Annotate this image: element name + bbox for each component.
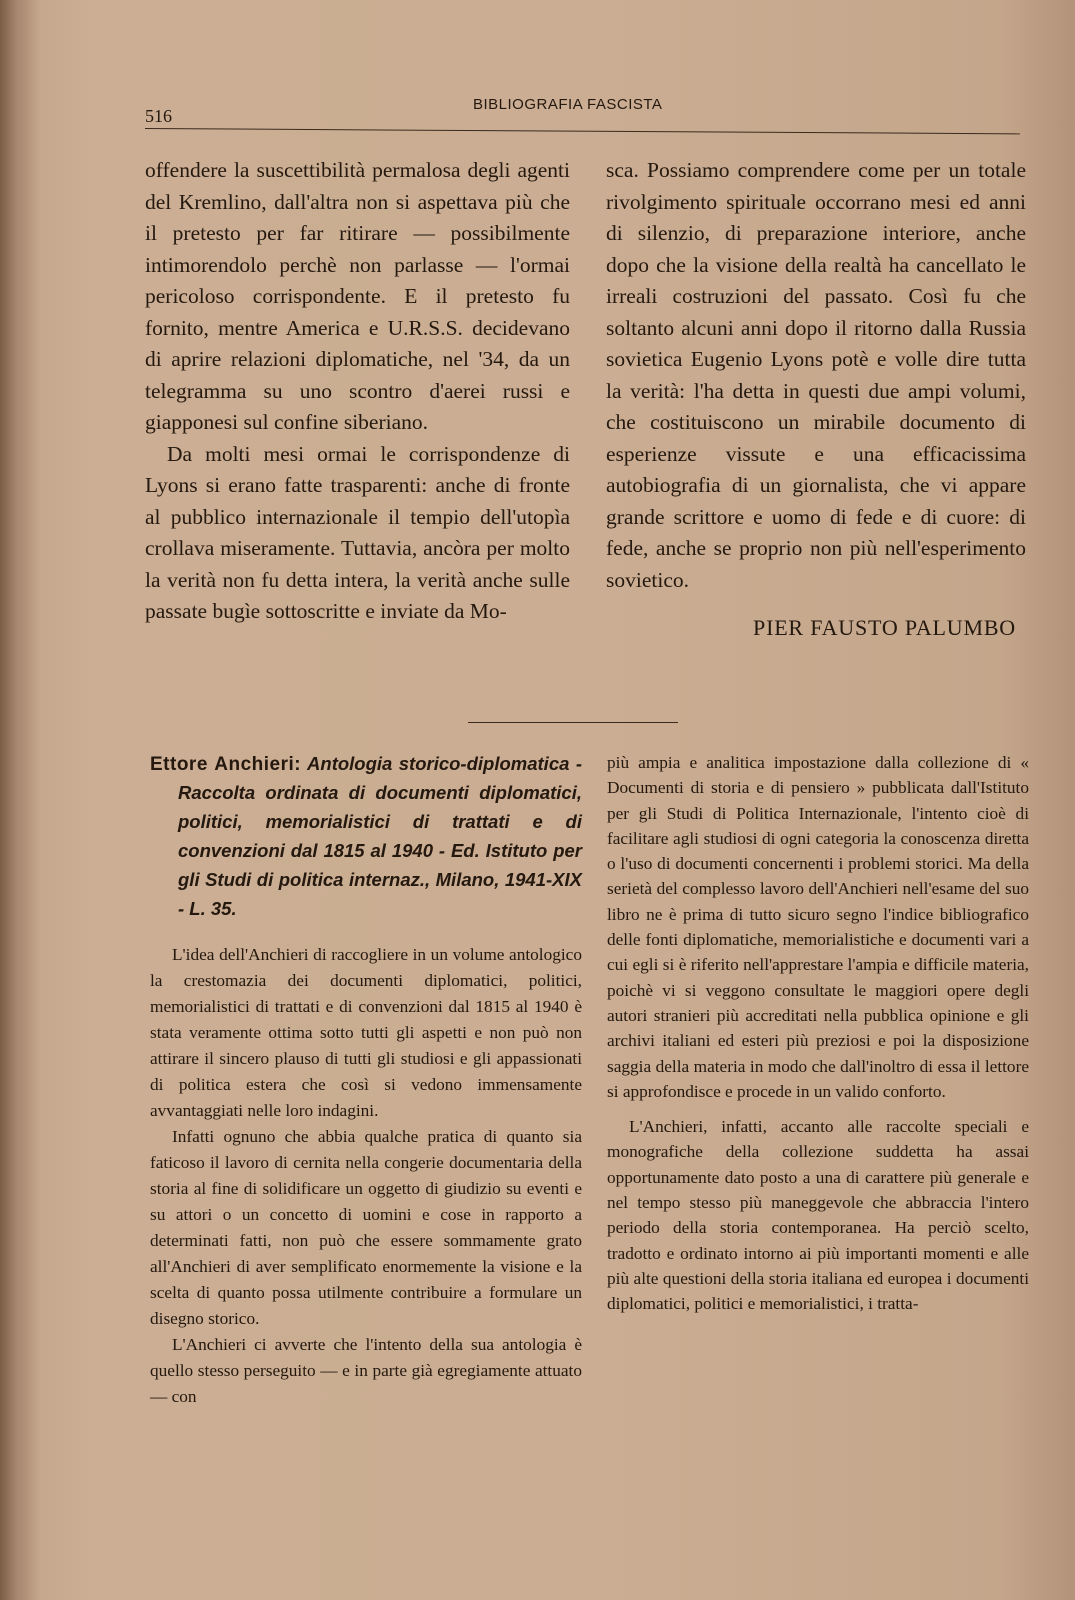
page-header bbox=[145, 92, 1025, 132]
article-right-column bbox=[606, 155, 1026, 644]
running-title: BIBLIOGRAFIA FASCISTA bbox=[473, 96, 663, 113]
article-paragraph: sca. Possiamo comprendere come per un totale rivolgimento spirituale occorrano mesi ed anni di silenzio, di preparazione interiore, anche dopo che la visione della realtà ha cancellato le irreali costruzioni del passato. Così fu che soltanto alcuni anni dopo il ritorno dalla Russia sovietica Eugenio Lyons potè e volle dire tutta la verità: l'ha detta in questi due ampi volumi, che costituiscono un mirabile documento di esperienze vissute e una efficacissima autobiografia di un giornalista, che vi appare grande scrittore e uomo di fede e di cuore: di fede, anche se proprio non più nell'esperimento sovietico. bbox=[606, 158, 1026, 592]
review-paragraph: più ampia e analitica impostazione dalla collezione di « Documenti di storia e di pensiero » pubblicata dall'Istituto per gli Studi di Politica Internazionale, l'intento cioè di facilitare agli studiosi di ogni categoria la conoscenza diretta o l'uso di documenti concernenti i problemi storici. Ma della serietà del complesso lavoro dell'Anchieri nell'esame del suo libro ne è prima di tutto sicuro segno l'indice bibliografico delle fonti diplomatiche, memorialistiche e documenti vari a cui egli si è riferito nell'apprestare l'ampia e difficile materia, poichè vi si veggono consultate le maggiori opere degli autori stranieri più accreditati nella pubblica opinione e gli archivi italiani ed esteri più preziosi e poi la disposizione saggia della materia in modo che dall'inoltro di essa il lettore si approfondisce e procede in un valido conforto. bbox=[607, 753, 1029, 1101]
article-left-column bbox=[145, 155, 570, 628]
review-paragraph: L'idea dell'Anchieri di raccogliere in un volume antologico la crestomazia dei documenti diplomatici, politici, memorialistici di trattati e di convenzioni dal 1815 al 1940 è stata veramente ottima sotto tutti gli aspetti e non può non attirare il sincero plauso di tutti gli studiosi e gli appassionati di politica estera che così si vedono immensamente avvantaggiati nelle loro indagini. bbox=[150, 945, 582, 1120]
page-number: 516 bbox=[145, 106, 172, 126]
article-signature: PIER FAUSTO PALUMBO bbox=[753, 615, 1016, 640]
review-right-column bbox=[607, 750, 1029, 1317]
book-binding-shadow bbox=[0, 0, 40, 1600]
article-paragraph: offendere la suscettibilità permalosa degli agenti del Kremlino, dall'altra non si aspettava più che il pretesto per far ritirare — possibilmente intimorendolo perchè non parlasse — l'ormai pericoloso corrispondente. E il pretesto fu fornito, mentre America e U.R.S.S. decidevano di aprire relazioni diplomatiche, nel '34, da un telegramma su uno scontro d'aerei russi e giapponesi sul confine siberiano. bbox=[145, 158, 570, 434]
section-divider bbox=[468, 722, 678, 723]
bibliographic-entry bbox=[150, 750, 582, 924]
article-paragraph: Da molti mesi ormai le corrispondenze di Lyons si erano fatte trasparenti: anche di fronte al pubblico internazionale il tempio dell'utopìa crollava miseramente. Tuttavia, ancòra per molto la verità non fu detta intera, la verità anche sulle passate bugìe sottoscritte e inviate da Mo- bbox=[145, 441, 570, 623]
review-entry-title: Antologia storico-diplomatica - Raccolta ordinata di documenti diplomatici, politici, memorialistici di trattati e di convenzioni dal 1815 al 1940 - Ed. Istituto per gli Studi di politica internaz., Milano, 1941-XIX - L. 35. bbox=[178, 753, 582, 919]
review-paragraph: L'Anchieri, infatti, accanto alle raccolte speciali e monografiche della collezione suddetta ha assai opportunamente dato posto a una di carattere più generale e nel tempo stesso più maneggevole che abbraccia l'intero periodo della storia contemporanea. Ha perciò scelto, tradotto e ordinato intorno ai più importanti momenti e alle più alte questioni della storia italiana ed europea i documenti diplomatici, politici e memorialistici, i tratta- bbox=[607, 1117, 1029, 1314]
review-paragraph: L'Anchieri ci avverte che l'intento della sua antologia è quello stesso perseguito — e in parte già egregiamente attuato — con bbox=[150, 1335, 582, 1406]
review-left-column bbox=[150, 750, 582, 1410]
review-entry-author: Ettore Anchieri: bbox=[150, 754, 302, 775]
review-paragraph: Infatti ognuno che abbia qualche pratica di quanto sia faticoso il lavoro di cernita nella congerie documentaria della storia al fine di solidificare un oggetto di giudizio su eventi e su attori o un concetto di uomini e cose in rapporto a determinati fatti, non può che essere sommamente grato all'Anchieri di aver semplificato enormemente la visione e la scelta di quanto possa utilmente contribuire a formulare un disegno storico. bbox=[150, 1127, 582, 1328]
header-rule bbox=[145, 128, 1020, 134]
